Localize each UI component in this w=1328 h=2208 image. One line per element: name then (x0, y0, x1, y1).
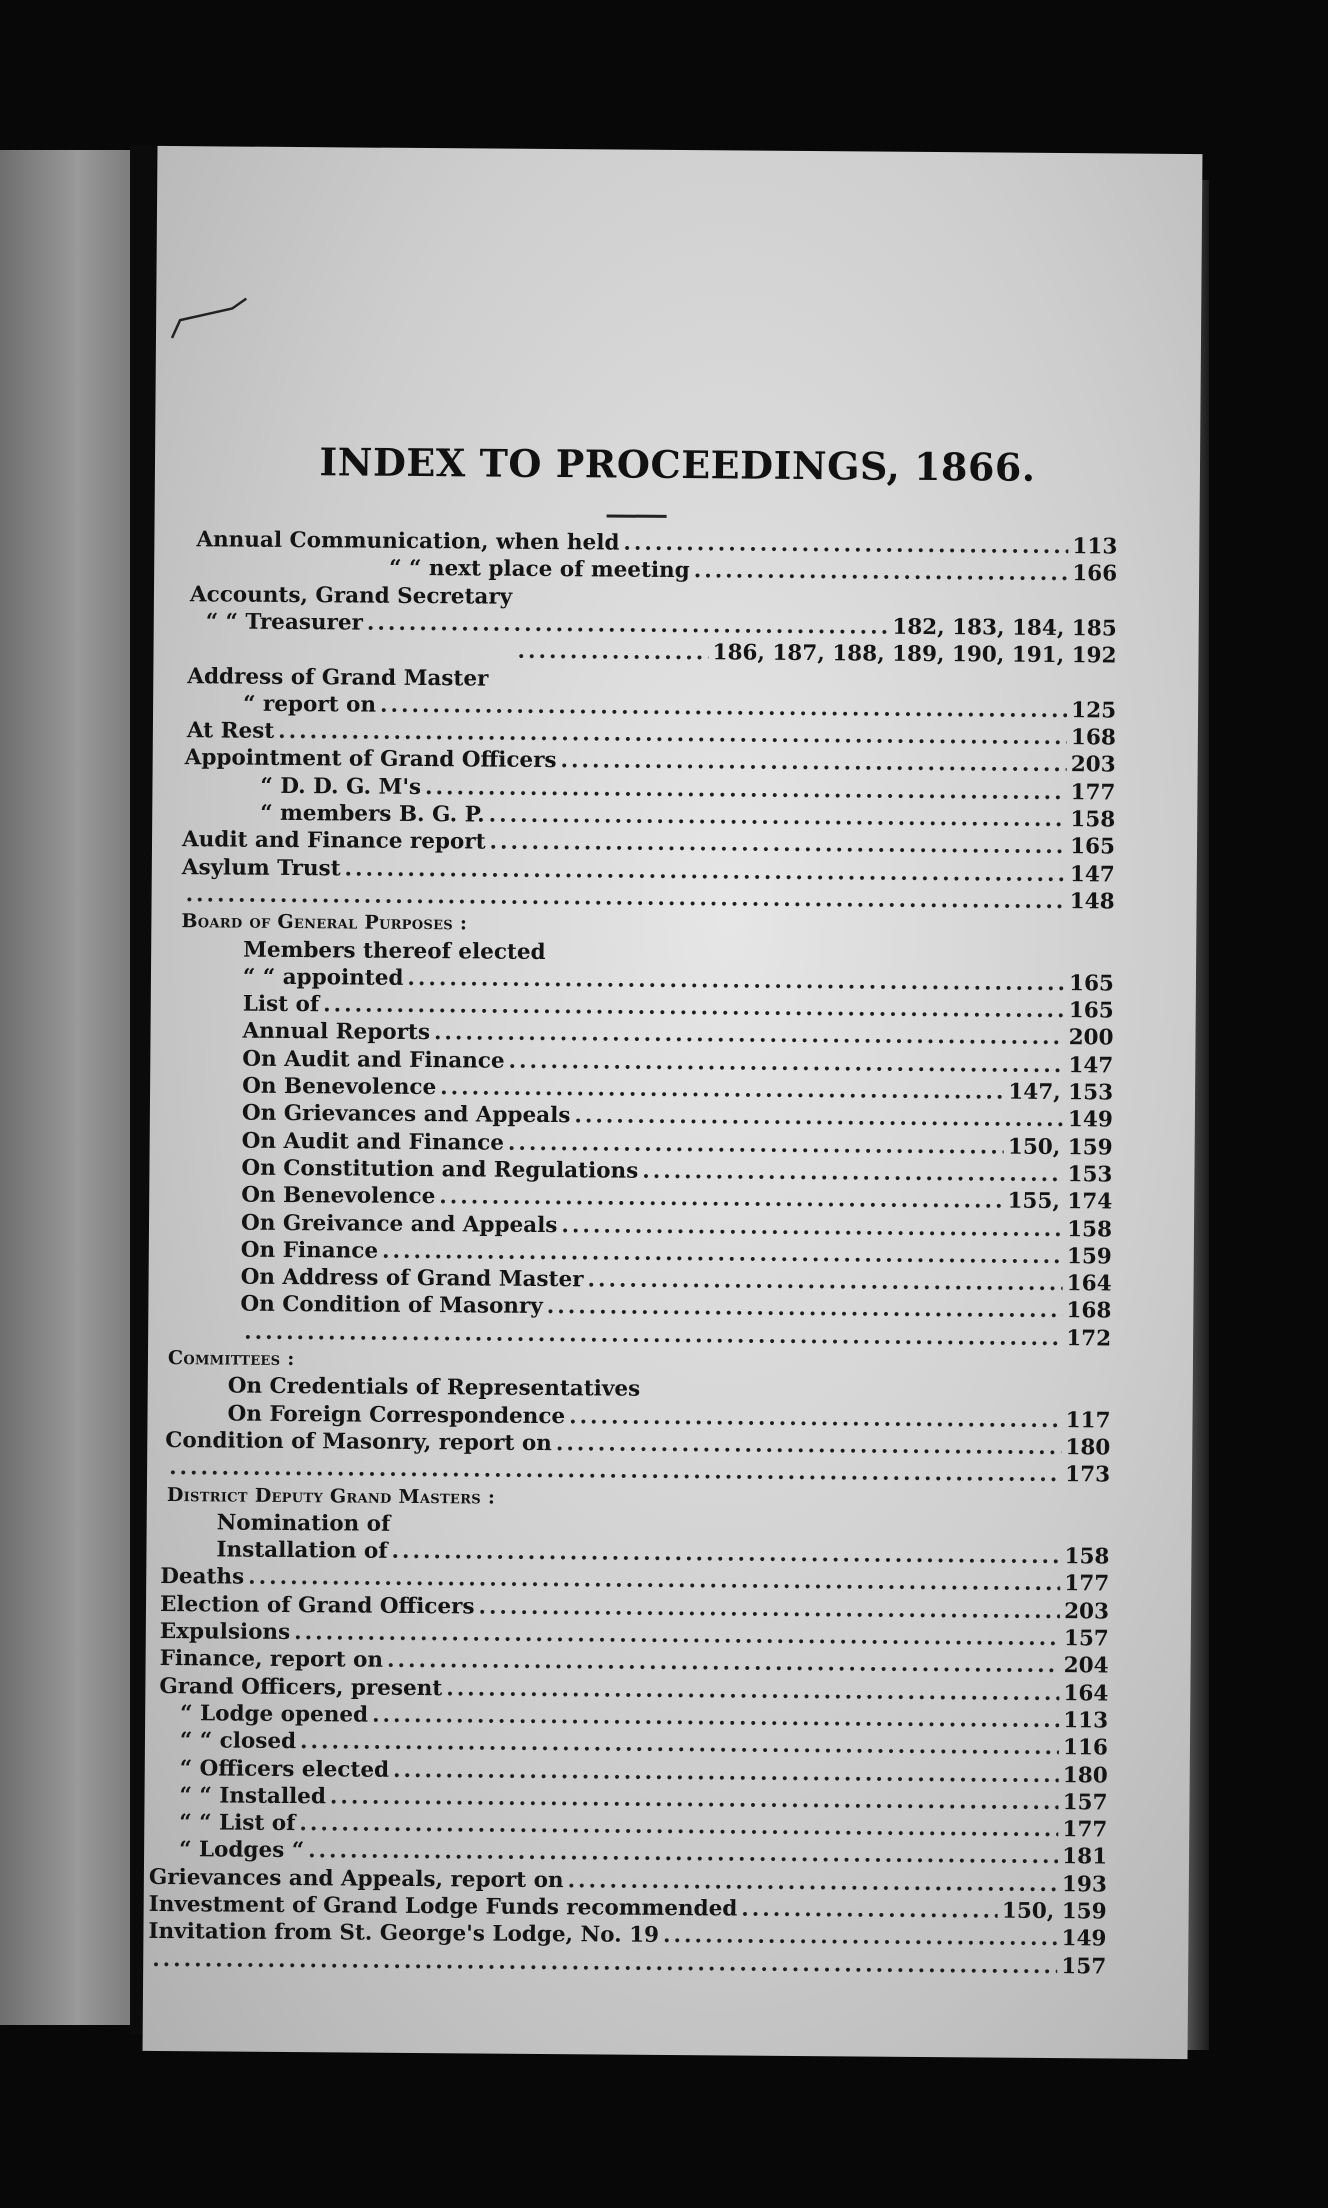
index-entry-label: Accounts, Grand Secretary (189, 581, 513, 610)
index-entry-label: On Benevolence (242, 1073, 437, 1101)
index-entry-page: 172 (1066, 1325, 1112, 1352)
index-entry-page: 165 (1068, 998, 1114, 1024)
index-entry-label: Installation of (216, 1537, 388, 1564)
index-entry-page: 158 (1070, 807, 1116, 833)
index-entry-page: 165 (1070, 834, 1116, 860)
index-entry-label: Audit and Finance report (181, 827, 486, 855)
title-rule (607, 514, 667, 517)
index-entry (513, 638, 1116, 670)
index-entry-page: 203 (1064, 1598, 1110, 1625)
index-entry-page: 203 (1070, 752, 1116, 778)
index-entry-page: 148 (1069, 889, 1115, 915)
index-entry-label: “ “ closed (179, 1728, 297, 1755)
index-entry-label: Nomination of (216, 1510, 391, 1537)
page-title: INDEX TO PROCEEDINGS, 1866. (319, 439, 1036, 490)
index-entry-label: On Condition of Masonry (240, 1292, 543, 1320)
index-entry-label: “ “ appointed (242, 964, 404, 991)
index-entry-label: Board of General Purposes : (181, 910, 468, 935)
index-entry-label: Members thereof elected (243, 937, 546, 965)
index-entry-label: Asylum Trust (181, 854, 341, 881)
index-entry-label: Committees : (167, 1347, 295, 1371)
index-entry-label: On Finance (240, 1237, 379, 1264)
leader-dots (394, 1531, 1105, 1537)
index-entry-label: Annual Communication, when held (196, 527, 620, 556)
index-entry-label: District Deputy Grand Masters : (166, 1483, 496, 1509)
index-entry-page: 157 (1062, 1789, 1108, 1816)
leader-dots (569, 1403, 1062, 1434)
index-entry-page: 117 (1065, 1407, 1111, 1434)
index-entry-label: On Constitution and Regulations (241, 1155, 639, 1184)
index-entry-page: 149 (1061, 1926, 1107, 1952)
index-entry-page: 166 (1072, 561, 1118, 587)
index-page (143, 146, 1203, 2059)
index-entry-page: 116 (1062, 1735, 1109, 1761)
index-entry-page: 159 (1066, 1243, 1112, 1270)
index-entry-label: On Audit and Finance (241, 1128, 505, 1156)
index-entry-page: 180 (1065, 1434, 1111, 1461)
leader-dots (560, 748, 1066, 779)
index-entries (148, 526, 1200, 1980)
index-entry-label: On Credentials of Representatives (227, 1373, 641, 1403)
leader-dots (574, 1103, 1064, 1134)
index-entry-page: 149 (1067, 1107, 1113, 1133)
index-entry-label: On Benevolence (241, 1182, 436, 1210)
index-entry-page: 182, 183, 184, 185 (892, 614, 1117, 642)
leader-dots (547, 1293, 1063, 1324)
index-entry (196, 526, 1117, 560)
leader-dots (644, 1396, 1107, 1400)
index-entry-page: 147 (1069, 861, 1115, 888)
index-entry-page: 168 (1070, 725, 1116, 751)
leader-dots (561, 1212, 1063, 1243)
index-entry-label: “ “ Installed (179, 1782, 327, 1810)
pen-mark (168, 286, 258, 347)
index-entry-page: 147 (1068, 1052, 1114, 1079)
index-entry-page: 177 (1064, 1571, 1110, 1597)
index-entry-page: 186, 187, 188, 189, 190, 191, 192 (712, 640, 1117, 669)
index-entry-page: 204 (1063, 1653, 1109, 1679)
index-entry-label: On Foreign Correspondence (227, 1401, 566, 1429)
index-entry-page: 168 (1066, 1298, 1112, 1324)
index-entry-label: Condition of Masonry, report on (165, 1427, 552, 1456)
leader-dots (439, 1183, 1003, 1214)
index-entry-label: “ members B. G. P. (260, 800, 485, 828)
leader-dots (367, 609, 889, 640)
leader-dots (587, 1266, 1062, 1297)
index-entry-page: 113 (1063, 1707, 1109, 1734)
index-entry-label: “ Officers elected (179, 1755, 390, 1783)
index-entry (206, 608, 1117, 642)
index-entry-page: 113 (1072, 534, 1118, 560)
index-entry-label: List of (242, 991, 320, 1018)
index-entry-page: 177 (1070, 779, 1116, 806)
index-entry-page: 125 (1071, 697, 1117, 724)
leader-dots (440, 1074, 1004, 1105)
index-entry-page: 150, 159 (1007, 1134, 1113, 1161)
index-entry-page: 158 (1064, 1544, 1110, 1570)
index-entry-page: 165 (1068, 970, 1115, 997)
index-entry-page: 164 (1066, 1271, 1112, 1297)
index-entry-label: “ D. D. G. M's (260, 773, 422, 800)
index-entry-page: 200 (1068, 1025, 1114, 1051)
index-entry-label: “ “ List of (179, 1810, 296, 1837)
index-entry-page: 180 (1062, 1762, 1108, 1788)
index-entry-label: “ “ next place of meeting (389, 556, 690, 584)
index-entry-page: 155, 174 (1007, 1188, 1113, 1215)
leader-dots (663, 1922, 1058, 1952)
index-entry-page: 147, 153 (1008, 1079, 1114, 1106)
leader-dots (508, 1047, 1064, 1078)
index-entry-label: Investment of Grand Lodge Funds recommended (148, 1891, 738, 1922)
leader-dots (489, 829, 1066, 861)
index-entry-label: On Grievances and Appeals (241, 1100, 571, 1129)
index-entry-page: 153 (1067, 1161, 1113, 1188)
index-entry-label: “ Lodge opened (180, 1701, 369, 1728)
leader-dots (489, 802, 1067, 834)
leader-dots (550, 959, 1111, 963)
leader-dots (741, 1896, 998, 1925)
index-entry-label: Invitation from St. George's Lodge, No. 19 (148, 1919, 660, 1949)
index-entry-label: Grand Officers, present (159, 1673, 443, 1701)
left-page-edge (0, 150, 130, 2025)
index-entry-label: Finance, report on (159, 1646, 384, 1674)
index-entry-page: 157 (1063, 1626, 1109, 1652)
index-entry-label: Grievances and Appeals, report on (148, 1864, 564, 1893)
leader-dots (517, 638, 708, 666)
index-entry-label: Annual Reports (242, 1019, 431, 1046)
leader-dots (152, 1946, 1057, 1980)
index-entry-label: Election of Grand Officers (159, 1591, 475, 1620)
index-entry-page: 177 (1062, 1817, 1108, 1843)
index-entry-label: Appointment of Grand Officers (184, 745, 557, 774)
index-entry-label: Expulsions (159, 1618, 291, 1646)
leader-dots (642, 1158, 1063, 1188)
leader-dots (623, 530, 1068, 560)
index-entry-label: On Address of Grand Master (240, 1264, 584, 1293)
index-entry-page: 164 (1063, 1680, 1109, 1707)
leader-dots (508, 1129, 1004, 1160)
index-entry-label: “ report on (243, 691, 377, 718)
leader-dots (694, 557, 1069, 587)
index-entry-page: 193 (1061, 1871, 1107, 1898)
index-entry-page: 181 (1062, 1844, 1108, 1870)
index-entry-page: 173 (1065, 1462, 1111, 1488)
index-entry-label: At Rest (186, 718, 275, 744)
leader-dots (516, 603, 1113, 608)
leader-dots (478, 1593, 1060, 1625)
leader-dots (568, 1867, 1059, 1898)
index-entry-page: 157 (1061, 1953, 1107, 1980)
leader-dots (492, 685, 1112, 690)
index-entry-label: Deaths (160, 1564, 245, 1591)
index-entry-label: On Audit and Finance (242, 1046, 505, 1074)
leader-dots (556, 1430, 1062, 1461)
index-entry-page: 150, 159 (1001, 1898, 1107, 1925)
index-entry-label: On Greivance and Appeals (240, 1210, 558, 1238)
index-entry-label: “ “ Treasurer (205, 609, 364, 636)
index-entry-page: 158 (1067, 1216, 1113, 1242)
index-entry-label: Address of Grand Master (187, 663, 489, 692)
index-entry-label: “ Lodges “ (179, 1837, 305, 1864)
